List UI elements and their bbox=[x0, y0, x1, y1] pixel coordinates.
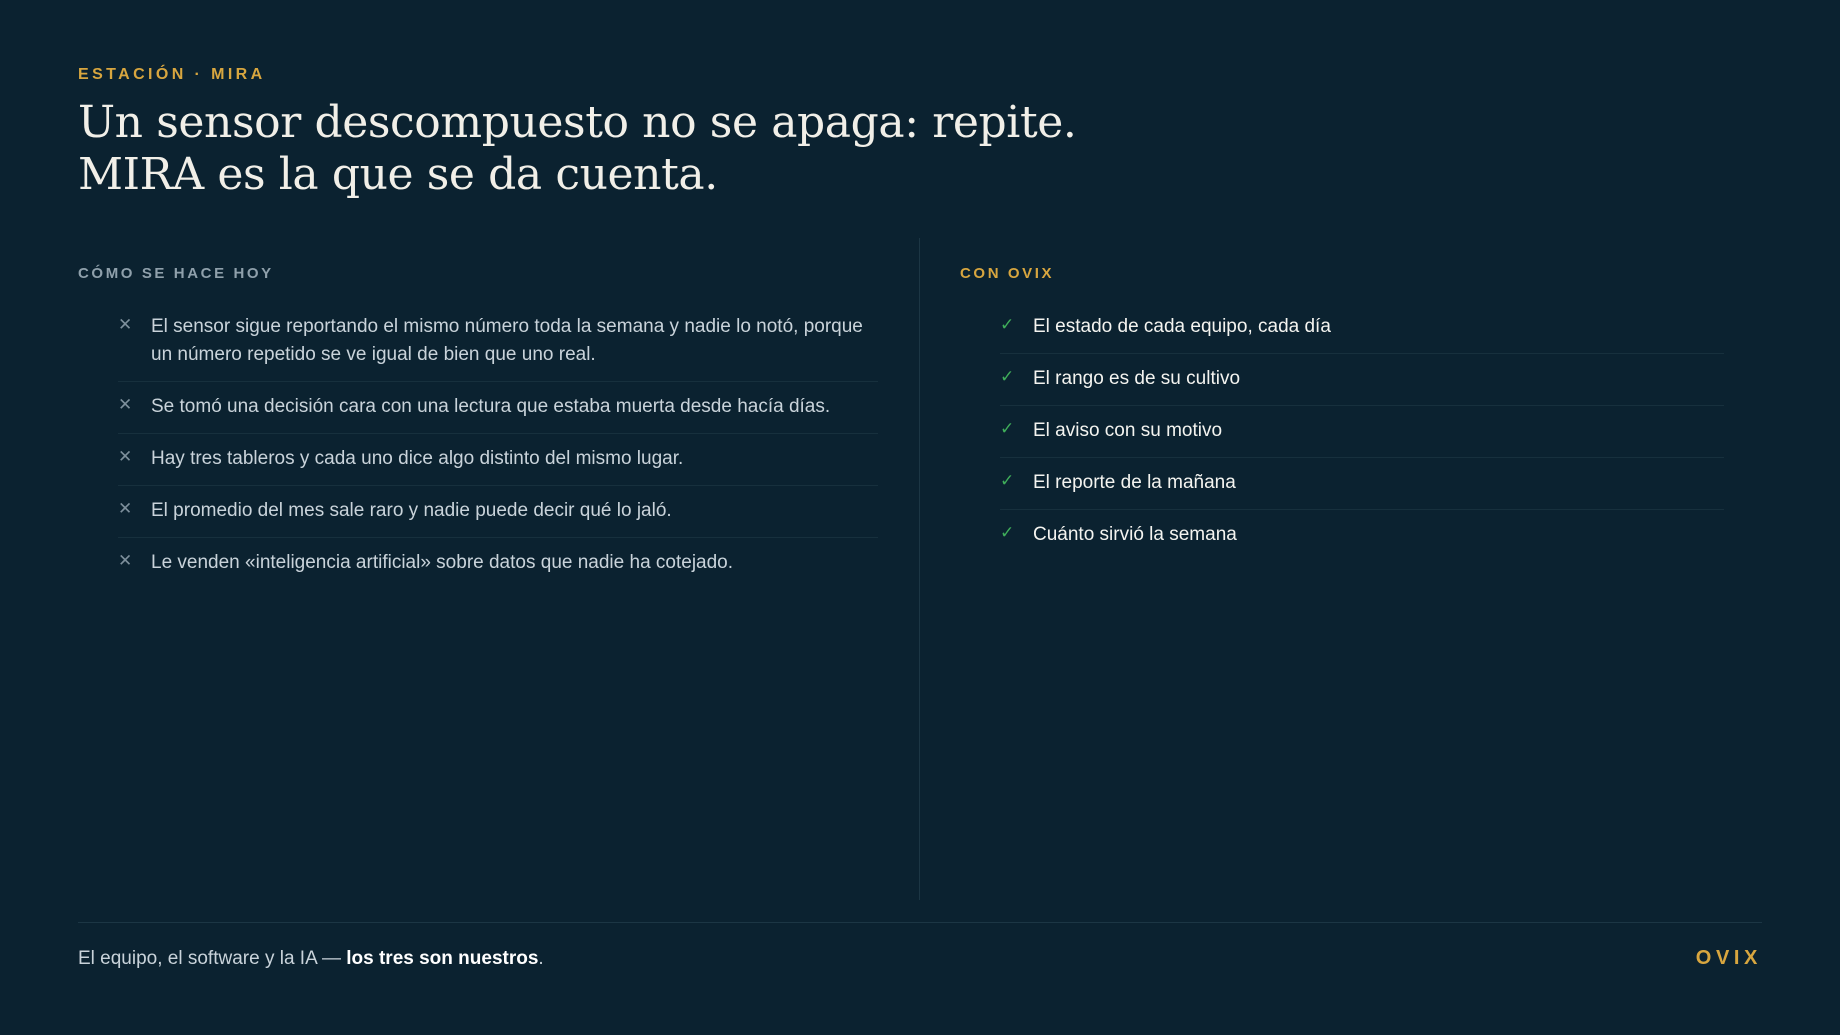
list-item-text: El promedio del mes sale raro y nadie puede decir qué lo jaló. bbox=[151, 500, 672, 521]
x-icon: ✕ bbox=[118, 447, 133, 466]
list-item-text: Se tomó una decisión cara con una lectura que estaba muerta desde hacía días. bbox=[151, 396, 831, 417]
x-icon: ✕ bbox=[118, 395, 133, 414]
check-icon: ✓ bbox=[1000, 315, 1015, 334]
list-item-text: El reporte de la mañana bbox=[1033, 472, 1236, 493]
list-item bbox=[1000, 521, 1724, 561]
list-item-text: Cuánto sirvió la semana bbox=[1033, 524, 1237, 545]
list-item-text: El rango es de su cultivo bbox=[1033, 368, 1241, 389]
column-divider bbox=[919, 238, 920, 900]
with-ovix-list bbox=[1000, 313, 1724, 572]
list-item bbox=[1000, 365, 1724, 406]
list-item-text: El aviso con su motivo bbox=[1033, 420, 1223, 441]
list-item bbox=[118, 549, 878, 589]
list-item bbox=[1000, 417, 1724, 458]
page-title-line-2: MIRA es la que se da cuenta. bbox=[78, 149, 718, 200]
footer-tagline-suffix: . bbox=[538, 948, 544, 969]
list-item-text: El estado de cada equipo, cada día bbox=[1033, 316, 1331, 337]
list-item bbox=[1000, 313, 1724, 354]
check-icon: ✓ bbox=[1000, 367, 1015, 386]
footer-tagline-emphasis: los tres son nuestros bbox=[346, 948, 539, 969]
current-practice-title: CÓMO SE HACE HOY bbox=[78, 265, 274, 282]
footer-tagline bbox=[78, 948, 544, 970]
list-item bbox=[118, 393, 878, 434]
check-icon: ✓ bbox=[1000, 419, 1015, 438]
check-icon: ✓ bbox=[1000, 523, 1015, 542]
footer-divider bbox=[78, 922, 1762, 923]
page-title-line-1: Un sensor descompuesto no se apaga: repite. bbox=[78, 97, 1077, 148]
current-practice-list bbox=[118, 313, 878, 600]
list-item bbox=[118, 445, 878, 486]
x-icon: ✕ bbox=[118, 315, 133, 334]
current-practice-column bbox=[78, 265, 878, 573]
check-icon: ✓ bbox=[1000, 471, 1015, 490]
x-icon: ✕ bbox=[118, 499, 133, 518]
x-icon: ✕ bbox=[118, 551, 133, 570]
with-ovix-title: CON OVIX bbox=[960, 265, 1055, 282]
list-item-text: Hay tres tableros y cada uno dice algo distinto del mismo lugar. bbox=[151, 448, 684, 469]
list-item-text: El sensor sigue reportando el mismo número toda la semana y nadie lo notó, porque un número repetido se ve igual de bien que uno real. bbox=[151, 316, 863, 365]
footer-tagline-prefix: El equipo, el software y la IA — bbox=[78, 948, 347, 969]
list-item bbox=[1000, 469, 1724, 510]
page-title bbox=[78, 97, 1076, 201]
list-item bbox=[118, 497, 878, 538]
list-item bbox=[118, 313, 878, 382]
brand-logo: OVIX bbox=[1695, 947, 1762, 969]
eyebrow-label: ESTACIÓN · MIRA bbox=[78, 66, 266, 83]
with-ovix-column bbox=[960, 265, 1724, 545]
list-item-text: Le venden «inteligencia artificial» sobre datos que nadie ha cotejado. bbox=[151, 552, 734, 573]
